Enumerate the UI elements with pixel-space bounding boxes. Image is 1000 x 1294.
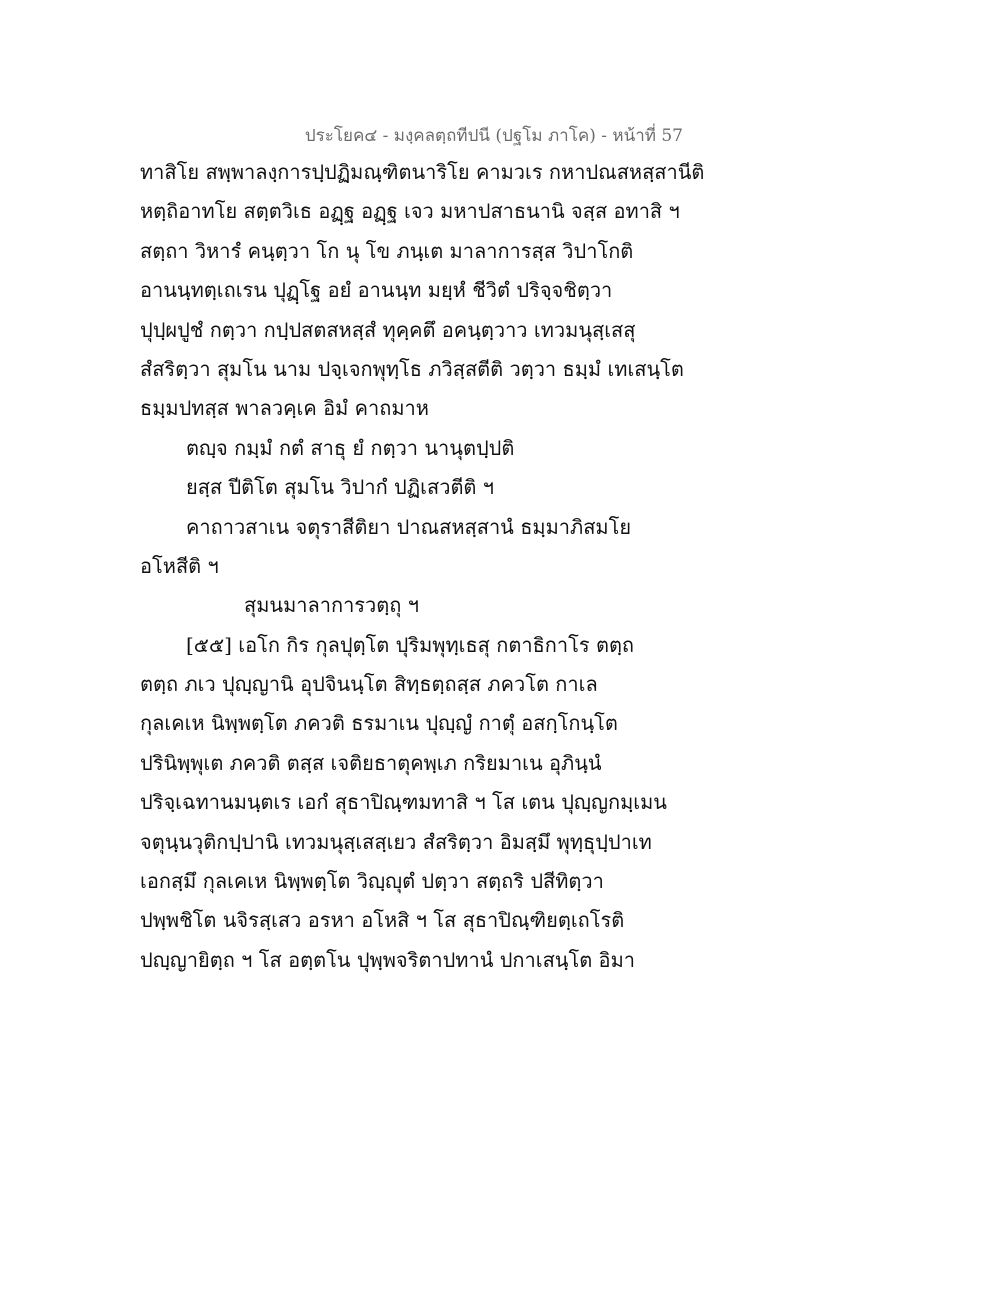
verse-line: ตญฺจ กมฺมํ กตํ สาธุ ยํ กตฺวา นานุตปฺปติ bbox=[186, 435, 515, 460]
text-line: จตุนฺนวุติกปฺปานิ เทวมนุสฺเสสฺเยว สํสริตฺวา อิมสฺมึ พุทฺธุปฺปาเท bbox=[140, 829, 652, 854]
text-line: ปริจฺเฉทานมนฺตเร เอกํ สุธาปิณฺฑมทาสิ ฯ โส เตน ปุญฺญกมฺเมน bbox=[140, 790, 667, 815]
text-line: สตฺถา วิหารํ คนฺตฺวา โก นุ โข ภนฺเต มาลาการสฺส วิปาโกติ bbox=[140, 238, 634, 263]
text-line: ปพฺพชิโต นจิรสฺเสว อรหา อโหสิ ฯ โส สุธาปิณฺฑิยตฺเถโรติ bbox=[140, 908, 625, 933]
text-line: เอกสฺมึ กุลเคเห นิพฺพตฺโต วิญฺญุตํ ปตฺวา สตฺถริ ปสีทิตฺวา bbox=[140, 869, 604, 894]
section-title: สุมนมาลาการวตฺถุ ฯ bbox=[244, 593, 419, 618]
text-line: กุลเคเห นิพฺพตฺโต ภควติ ธรมาเน ปุญฺญํ กาตุํ อสกฺโกนฺโต bbox=[140, 711, 618, 736]
text-line: [๕๕] เอโก กิร กุลปุตฺโต ปุริมพุทฺเธสุ กตาธิกาโร ตตฺถ bbox=[186, 632, 635, 657]
running-header: ประโยค๔ - มงฺคลตฺถทีปนี (ปฐโม ภาโค) - หน้าที่ 57 bbox=[304, 126, 683, 146]
text-line: อโหสีติ ฯ bbox=[140, 553, 219, 578]
text-line: อานนฺทตฺเถเรน ปุฏฺโฐ อยํ อานนฺท มยฺหํ ชีวิตํ ปริจฺจชิตฺวา bbox=[140, 278, 613, 303]
text-line: ทาสิโย สพฺพาลงฺการปฺปฏิมณฺฑิตนาริโย คามวเร กหาปณสหสฺสานีติ bbox=[140, 160, 705, 184]
text-line: สํสริตฺวา สุมโน นาม ปจฺเจกพุทฺโธ ภวิสฺสตีติ วตฺวา ธมฺมํ เทเสนฺโต bbox=[140, 356, 684, 381]
text-line: ปุปฺผปูชํ กตฺวา กปฺปสตสหสฺสํ ทุคฺคตึ อคนฺตฺวาว เทวมนุสฺเสสุ bbox=[140, 317, 636, 342]
body-text bbox=[140, 153, 720, 980]
text-line: ปญฺญายิตฺถ ฯ โส อตฺตโน ปุพฺพจริตาปทานํ ปกาเสนฺโต อิมา bbox=[140, 947, 635, 972]
text-line: ธมฺมปทสฺส พาลวคฺเค อิมํ คาถมาห bbox=[140, 396, 429, 421]
text-line: คาถาวสาเน จตุราสีติยา ปาณสหสฺสานํ ธมฺมาภิสมโย bbox=[186, 514, 632, 539]
text-line: หตฺถิอาทโย สตฺตวิเธ อฏฺฐ อฏฺฐ เจว มหาปสาธนานิ จสฺส อทาสิ ฯ bbox=[140, 199, 680, 224]
verse-line: ยสฺส ปีติโต สุมโน วิปากํ ปฏิเสวตีติ ฯ bbox=[186, 475, 495, 500]
text-line: ปรินิพฺพุเต ภควติ ตสฺส เจติยธาตุคพฺเภ กริยมาเน อุภินฺนํ bbox=[140, 750, 602, 775]
text-line: ตตฺถ ภเว ปุญฺญานิ อุปจินนฺโต สิทฺธตฺถสฺส ภควโต กาเล bbox=[140, 672, 598, 697]
